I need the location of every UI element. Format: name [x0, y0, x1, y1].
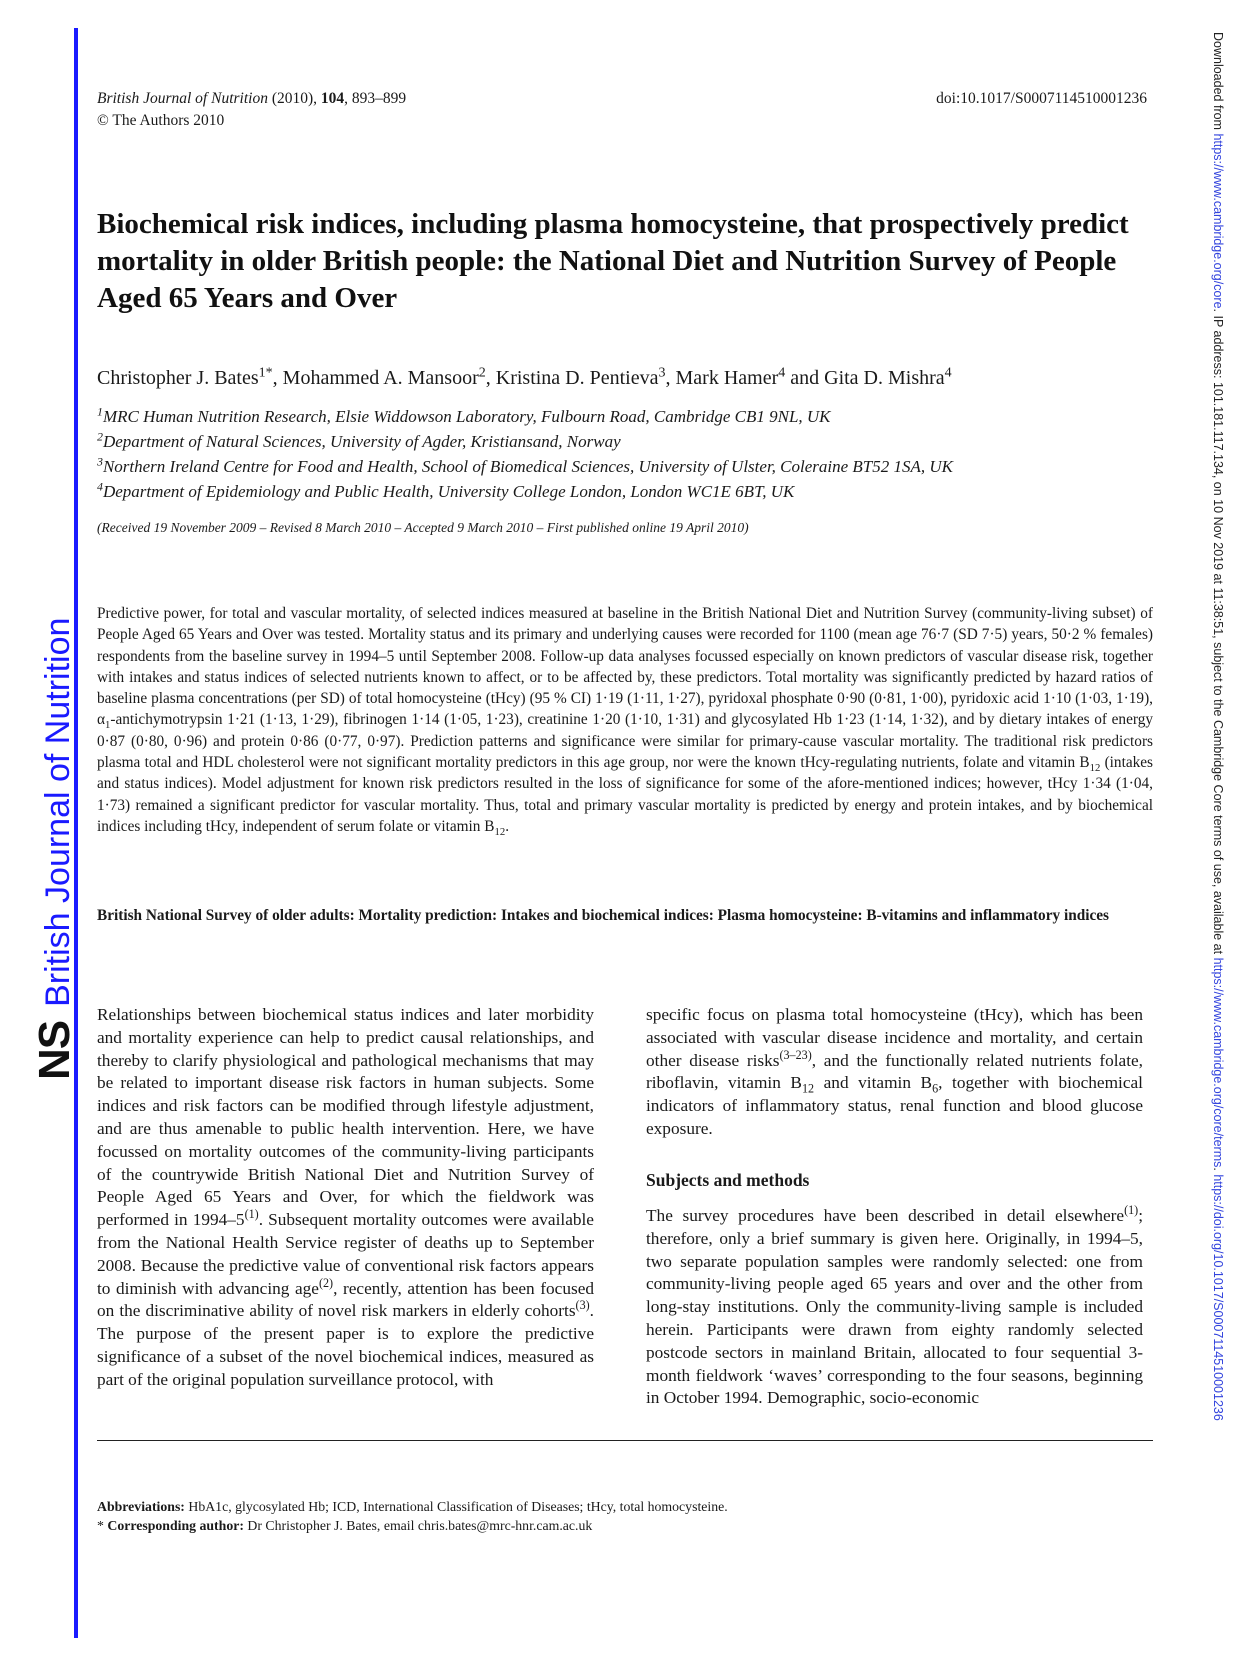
ns-logo: NS — [30, 1020, 79, 1080]
citation-ref[interactable]: (1) — [244, 1207, 259, 1222]
affiliation: $^2$Department of Natural Sciences, University of Agder, Kristiansand, Norway — [97, 429, 621, 451]
author: Mohammed A. Mansoor$^2$, — [282, 365, 496, 389]
citation-ref[interactable]: (1) — [1124, 1203, 1139, 1218]
author-list — [97, 367, 1157, 390]
cambridge-core-link[interactable]: https://www.cambridge.org/core — [1211, 133, 1225, 309]
doi-header: doi:10.1017/S0007114510001236 — [936, 90, 1147, 107]
citation-ref[interactable]: (2) — [318, 1275, 334, 1290]
keywords: British National Survey of older adults: Mortality prediction: Intakes and biochemical indices: Plasma homocysteine: B-vitamins and inflammatory indices — [97, 907, 1109, 924]
author: Christopher J. Bates$^{1*}$, — [97, 365, 283, 389]
article-title: Biochemical risk indices, including plasma homocysteine, that prospectively predict mortality in older British people: the National Diet and Nutrition Survey of People Aged 65 Years and Over — [97, 208, 1129, 314]
download-note-middle: . IP address: 101.181.117.134, on 10 Nov 2019 at 11:38:51, subject to the Cambridge Core terms of use, available at — [1211, 308, 1225, 958]
journal-banner — [30, 618, 80, 1080]
journal-name: British Journal of Nutrition — [39, 617, 77, 1007]
received-dates: (Received 19 November 2009 – Revised 8 March 2010 – Accepted 9 March 2010 – First published online 19 April 2010) — [97, 520, 749, 535]
doi-link[interactable]: https://doi.org/10.1017/S0007114510001236 — [1211, 1174, 1225, 1421]
citation-line — [97, 88, 406, 110]
abstract: Predictive power, for total and vascular mortality, of selected indices measured at baseline in the British National Diet and Nutrition Survey (community-living subset) of People Aged 65 Years and Over was tested. Mortality status and its primary and underlying causes were recorded for 1100 (mean age 76·7 (SD 7·5) years, 50·2 % females) respondents from the baseline survey in 1994–5 until September 2008. Follow-up data analyses focussed especially on known predictors of vascular disease risk, together with intakes and status indices of selected nutrients known to affect, or to be affected by, these predictors. Total mortality was significantly predicted by hazard ratios of baseline plasma concentrations (per SD) of total homocysteine (tHcy) (95 % CI) 1·19 (1·11, 1·27), pyridoxal phosphate 0·90 (0·81, 1·00), pyridoxic acid 1·10 (1·03, 1·19), $\alpha_1$-antichymotrypsin 1·21 (1·13, 1·29), fibrinogen 1·14 (1·05, 1·23), creatinine 1·20 (1·10, 1·31) and glycosylated Hb 1·23 (1·14, 1·32), and by dietary intakes of energy 0·87 (0·80, 0·96) and protein 0·86 (0·77, 0·97). Prediction patterns and significance were similar for primary-cause vascular mortality. The traditional risk predictors plasma total and HDL cholesterol were not significant mortality predictors in this age group, nor were the known tHcy-regulating nutrients, folate and vitamin $B_{12}$ (intakes and status indices). Model adjustment for known risk predictors resulted in the loss of significance for some of the afore-mentioned indices; however, tHcy 1·34 (1·04, 1·73) remained a significant predictor for vascular mortality. Thus, total and primary vascular mortality is predicted by energy and protein intakes, and by biochemical indices including tHcy, independent of serum folate or vitamin $B_{12}$. — [97, 605, 1153, 839]
citation-ref[interactable]: (3–23) — [779, 1047, 812, 1062]
citation-ref[interactable]: (3) — [575, 1298, 590, 1313]
affiliation: $^3$Northern Ireland Centre for Food and Health, School of Biomedical Sciences, University of Ulster, Coleraine BT52 1SA, UK — [97, 454, 954, 476]
citation-journal: British Journal of Nutrition — [97, 90, 268, 107]
download-note-prefix: Downloaded from — [1211, 32, 1225, 134]
download-note — [1211, 32, 1225, 1421]
abbreviations-note: Abbreviations: HbA1c, glycosylated Hb; ICD, International Classification of Diseases; tHcy, total homocysteine. — [97, 1499, 728, 1514]
affiliations — [97, 404, 1157, 504]
citation-pages: , 893–899 — [344, 90, 407, 107]
author: Gita D. Mishra$^4$ — [824, 365, 952, 389]
terms-link[interactable]: https://www.cambridge.org/core/terms — [1211, 957, 1225, 1168]
author: Mark Hamer$^4$ and — [675, 365, 825, 389]
affiliation: $^1$MRC Human Nutrition Research, Elsie Widdowson Laboratory, Fulbourn Road, Cambridge CB1 9NL, UK — [97, 404, 831, 426]
citation-volume: 104 — [320, 90, 345, 107]
intro-left-column: Relationships between biochemical status indices and later morbidity and mortality experience can help to predict causal relationships, and thereby to clarify physiological and pathological mechanisms that may be related to important disease risk factors in human subjects. Some indices and risk factors can be modified through lifestyle adjustment, and are thus amenable to public health intervention. Here, we have focussed on mortality outcomes of the community-living participants of the countrywide British National Diet and Nutrition Survey of People Aged 65 Years and Over, for which the fieldwork was performed in 1994–5$^{(1)}$. Subsequent mortality outcomes were available from the National Health Service register of deaths up to September 2008. Because the predictive value of conventional risk factors appears to diminish with advancing age$^{(2)}$, recently, attention has been focused on the discriminative ability of novel risk markers in elderly cohorts$^{(3)}$. The purpose of the present paper is to explore the predictive significance of a subset of the novel biochemical indices, measured as part of the original population surveillance protocol, with — [97, 1005, 595, 1389]
methods-column: The survey procedures have been described in detail elsewhere$^{(1)}$; therefore, only a brief summary is given here. Originally, in 1994–5, two separate population samples were randomly selected: one from community-living people aged 65 years and over and the other from long-stay institutions. Only the community-living sample is included herein. Participants were drawn from eighty randomly selected postcode sectors in mainland Britain, allocated to four sequential 3-month fieldwork ‘waves’ corresponding to the four seasons, beginning in October 1994. Demographic, socio-economic — [646, 1203, 1143, 1408]
citation-header — [97, 88, 406, 132]
footnotes — [97, 1497, 1153, 1535]
footer-divider — [97, 1440, 1153, 1441]
intro-right-column: specific focus on plasma total homocysteine (tHcy), which has been associated with vascular disease incidence and mortality, and certain other disease risks$^{(3-23)}$, and the functionally related nutrients folate, riboflavin, vitamin $B_{12}$ and vitamin $B_6$, together with biochemical indicators of inflammatory status, renal function and blood glucose exposure. — [646, 1005, 1144, 1138]
citation-year: (2010), — [267, 90, 321, 107]
section-heading: Subjects and methods — [646, 1170, 810, 1190]
download-note-sep: . — [1211, 1167, 1225, 1175]
corresponding-author-note: * Corresponding author: Dr Christopher J. Bates, email chris.bates@mrc-hnr.cam.ac.uk — [97, 1518, 593, 1533]
copyright: © The Authors 2010 — [97, 112, 225, 129]
author: Kristina D. Pentieva$^3$, — [495, 365, 676, 389]
affiliation: $^4$Department of Epidemiology and Public Health, University College London, London WC1E 6BT, UK — [97, 479, 795, 501]
